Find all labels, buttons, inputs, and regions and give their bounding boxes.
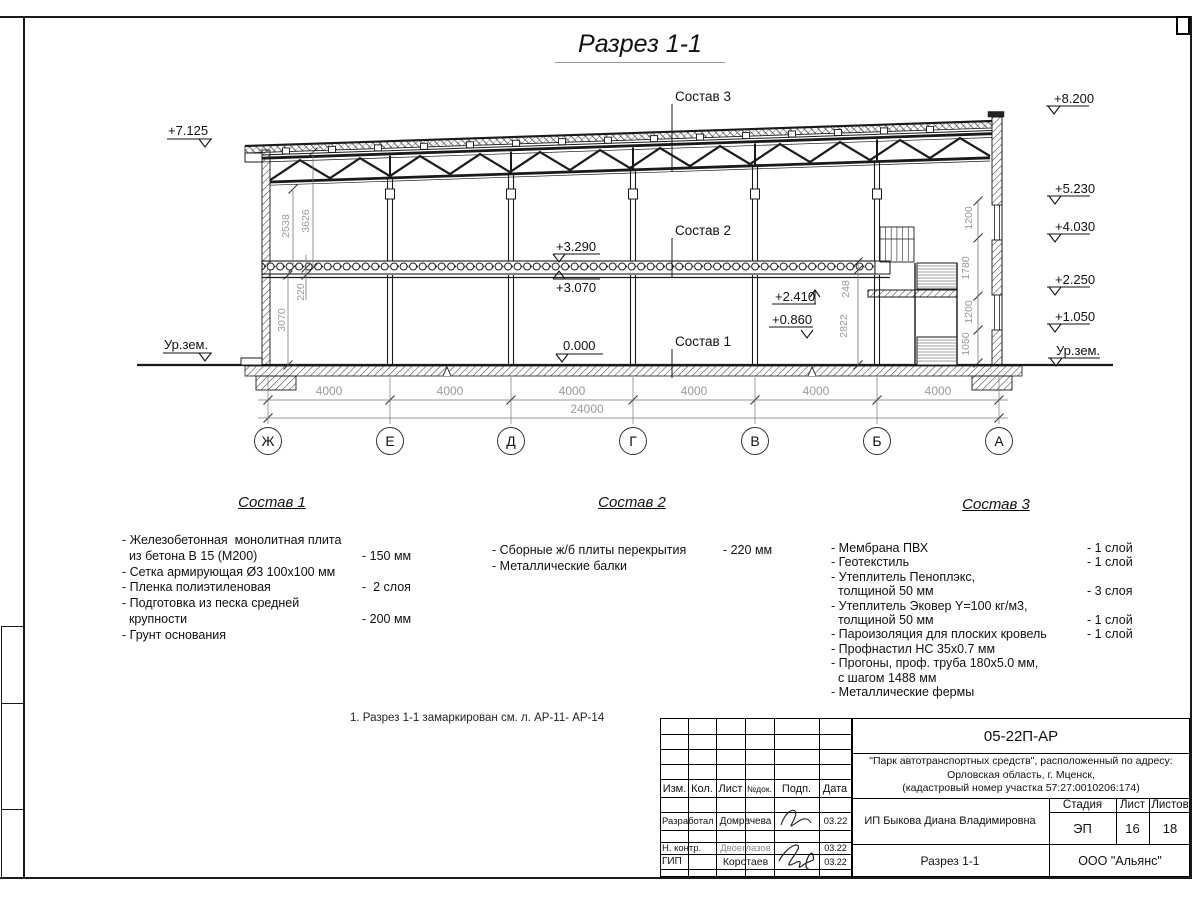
foundation [256,376,296,390]
callout-sostav1: Состав 1 [675,334,731,349]
sheets-label: Листов [1151,799,1189,811]
project-description [851,755,1191,798]
layer-text: из бетона В 15 (М200) [122,548,258,563]
layer-text: - Металлические фермы [831,685,975,700]
layer-value: - 2 слоя [362,580,411,595]
left-wall [262,150,270,365]
layer-text: - Сборные ж/б плиты перекрытия [492,543,687,557]
company: ООО "Альянс" [1078,854,1162,868]
floor-slab [262,261,875,274]
drawing-note: 1. Разрез 1-1 замаркирован см. л. АР-11- АР-14 [350,712,605,724]
stair-landing [868,290,957,297]
right-wall [992,240,1002,295]
callout-labels [675,89,731,349]
title-block [660,718,1190,877]
roof-top-line [245,121,992,146]
layer-value: - 3 слоя [1087,584,1133,599]
layer-value: - 150 мм [362,548,412,563]
axis-label: Б [872,433,882,449]
sheets-value: 18 [1162,820,1178,836]
composition-1 [122,494,422,644]
composition-heading: Состав 1 [238,494,306,511]
margin-box-line [1,703,23,704]
dim-vertical: 248 [840,280,852,298]
elevation-mark: +0.860 [772,312,813,327]
layer-text: - Мембрана ПВХ [831,541,929,555]
name-ncontrol: Двоеглазов [720,842,771,854]
stage-value: ЭП [1073,820,1092,836]
composition-heading: Состав 3 [962,496,1030,513]
elevation-mark: +4.030 [1055,219,1096,234]
right-wall [992,117,1002,205]
layer-text: - Пароизоляция для плоских кровель [831,627,1047,642]
roof-fascia [245,153,262,162]
layer-value: - 1 слой [1087,541,1133,555]
name-developer: Домрачева [719,815,772,827]
parapet-cap [988,112,1004,118]
date-gip: 03.22 [824,856,847,867]
elevation-mark: 0.000 [563,338,596,353]
dim-wall: 1780 [960,256,972,280]
dim-bay: 4000 [680,384,708,398]
margin-box-line [1,626,23,627]
signature [773,799,819,875]
date-ncontrol: 03.22 [824,843,847,853]
vertical-dimension-labels [276,206,975,356]
layer-value: - 200 мм [362,611,412,626]
dim-bay: 4000 [558,384,586,398]
sheet-label: Лист [1120,799,1145,811]
dim-total: 24000 [570,402,604,416]
dim-vertical: 220 [295,283,307,301]
margin-box-line [1,809,23,810]
role-ncontrol: Н. контр. [662,842,702,854]
axis-bubbles [255,428,1013,455]
right-wall [992,330,1002,365]
layer-text: - Утеплитель Пеноплэкс, [831,569,976,584]
dim-vertical: 3070 [276,308,288,332]
margin-box-edge [1,626,2,877]
elevation-mark: +3.290 [556,239,597,254]
stage-label: Стадия [1062,799,1103,811]
project-line: "Парк автотранспортных средств", расположенный по адресу: [869,755,1173,767]
layer-value: - 1 слой [1087,613,1133,628]
layer-text: толщиной 50 мм [831,584,934,599]
layer-text: - Сетка армирующая Ø3 100х100 мм [122,564,336,579]
dim-bay: 4000 [924,384,952,398]
elevation-mark: +3.070 [556,280,597,295]
layer-text: крупности [122,611,188,626]
dim-wall: 1200 [963,300,975,324]
axis-label: Ж [261,433,275,449]
role-developer: Разработал [662,815,714,827]
layer-text: - Профнастил НС 35х0.7 мм [831,641,996,656]
dim-wall: 1050 [960,332,972,356]
role-gip: ГИП [662,856,682,867]
layer-text: - Прогоны, проф. труба 180х5.0 мм, [831,656,1039,671]
elevation-mark: +2.410 [775,289,816,304]
col-izm: Изм. [662,782,687,795]
dim-vertical: 2822 [838,314,850,338]
dim-bay: 4000 [802,384,830,398]
axis-label: А [994,433,1004,449]
callout-sostav2: Состав 2 [675,223,731,238]
layer-text: - Железобетонная монолитная плита [122,533,342,547]
dim-bay: 4000 [315,384,343,398]
layer-text: - Грунт основания [122,627,227,642]
layer-text: - Подготовка из песка средней [122,596,300,611]
layer-value: - 220 мм [723,543,773,557]
composition-2 [492,494,772,575]
layer-text: - Металлические балки [492,558,627,573]
layer-text: с шагом 1488 мм [831,670,937,685]
callout-sostav3: Состав 3 [675,89,731,104]
page-title: Разрез 1-1 [555,30,725,63]
dim-vertical: 3626 [300,209,312,233]
layer-text: - Пленка полиэтиленовая [122,580,271,595]
elevation-mark: +8.200 [1054,91,1095,106]
axis-label: В [750,433,760,449]
project-line: (кадастровый номер участка 57:27:0010206:174) [902,782,1140,794]
layer-text: - Геотекстиль [831,555,910,570]
dim-bay: 4000 [436,384,464,398]
sheet-title: Разрез 1-1 [920,854,980,868]
axis-label: Д [506,433,516,449]
sheet-value: 16 [1125,820,1140,836]
name-gip: Коротаев [722,855,769,868]
elevation-mark: +1.050 [1055,309,1096,324]
date-developer: 03.22 [823,815,848,827]
col-kol: Кол. [691,782,713,795]
col-list: Лист [718,782,743,795]
dim-wall: 1200 [963,206,975,230]
plinth [241,358,262,365]
layer-value: - 1 слой [1087,555,1133,570]
dim-vertical: 2538 [280,214,292,238]
ground-slab [245,366,1022,376]
layer-text: толщиной 50 мм [831,613,934,628]
elevation-mark: Ур.зем. [164,337,209,352]
elevation-mark: Ур.зем. [1056,343,1101,358]
axis-label: Г [629,433,637,449]
elevation-mark: +5.230 [1055,181,1096,196]
client: ИП Быкова Диана Владимировна [864,815,1036,827]
col-data: Дата [822,782,848,795]
elevation-mark: +2.250 [1055,272,1096,287]
composition-heading: Состав 2 [598,494,666,511]
layer-text: - Утеплитель Эковер Y=100 кг/м3, [831,598,1028,613]
layer-value: - 1 слой [1087,627,1133,642]
col-ndok: №док. [747,783,772,794]
axis-label: Е [385,433,395,449]
composition-3 [831,496,1161,699]
elevation-mark: +7.125 [168,123,209,138]
col-podp: Подп. [781,782,812,795]
foundation [972,376,1012,390]
doc-number: 05-22П-АР [983,727,1059,745]
project-line: Орловская область, г. Мценск, [947,768,1095,781]
stair-flight-upper [917,263,957,289]
